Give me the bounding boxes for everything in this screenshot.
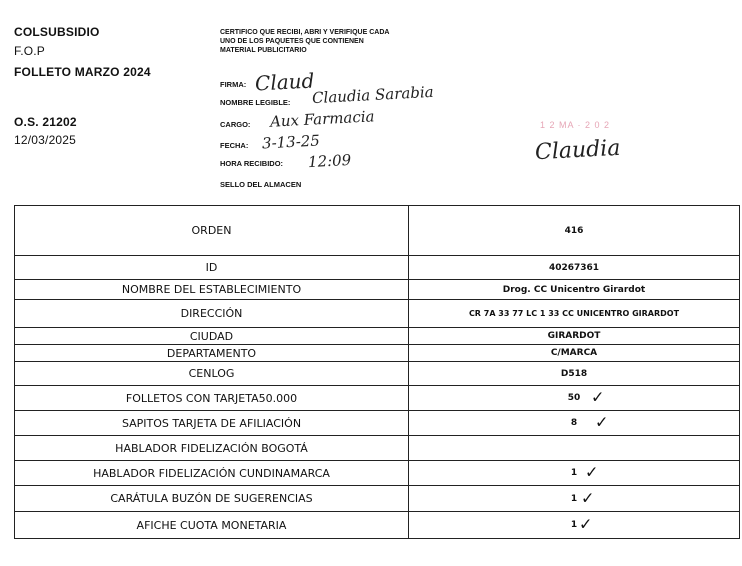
row-label: CENLOG xyxy=(15,362,409,386)
row-value: 40267361 xyxy=(409,256,740,280)
checkmark-icon: ✓ xyxy=(591,387,605,407)
row-label: SAPITOS TARJETA DE AFILIACIÓN xyxy=(15,411,409,436)
certificate-text: CERTIFICO QUE RECIBI, ABRI Y VERIFIQUE CADA UNO DE LOS PAQUETES QUE CONTIENEN MATERIAL PUBLICITARIO xyxy=(220,29,390,54)
store-stamp: 1 2 MA · 2 0 2 xyxy=(540,120,611,130)
row-value: CR 7A 33 77 LC 1 33 CC UNICENTRO GIRARDOT xyxy=(409,300,740,328)
nombre-value: Claudia Sarabia xyxy=(311,82,435,108)
checkmark-icon: ✓ xyxy=(585,462,599,482)
row-label: DEPARTAMENTO xyxy=(15,345,409,362)
row-value: C/MARCA xyxy=(409,345,740,362)
table-row xyxy=(15,411,740,436)
row-label: NOMBRE DEL ESTABLECIMIENTO xyxy=(15,280,409,300)
row-label: CIUDAD xyxy=(15,328,409,345)
table-row xyxy=(15,486,740,512)
table-row xyxy=(15,345,740,362)
checkmark-icon: ✓ xyxy=(581,488,595,508)
row-label: FOLLETOS CON TARJETA50.000 xyxy=(15,386,409,411)
cargo-label: CARGO: xyxy=(220,120,251,129)
stamp-signature: Claudia xyxy=(534,135,621,166)
row-value: 416 xyxy=(409,206,740,256)
table-row xyxy=(15,206,740,256)
row-value xyxy=(409,436,740,461)
table-row xyxy=(15,256,740,280)
row-label: AFICHE CUOTA MONETARIA xyxy=(15,512,409,539)
table-row xyxy=(15,386,740,411)
hora-label: HORA RECIBIDO: xyxy=(220,159,284,168)
cargo-value: Aux Farmacia xyxy=(269,107,375,131)
firma-label: FIRMA: xyxy=(220,80,247,89)
table-row xyxy=(15,300,740,328)
table-row xyxy=(15,461,740,486)
table-row xyxy=(15,280,740,300)
service-order: O.S. 21202 xyxy=(14,115,77,129)
row-label: DIRECCIÓN xyxy=(15,300,409,328)
checkmark-icon: ✓ xyxy=(579,514,593,534)
table-row xyxy=(15,512,740,539)
row-label: HABLADOR FIDELIZACIÓN CUNDINAMARCA xyxy=(15,461,409,486)
row-value: D518 xyxy=(409,362,740,386)
brochure-title: FOLLETO MARZO 2024 xyxy=(14,65,151,79)
row-label: ID xyxy=(15,256,409,280)
checkmark-icon: ✓ xyxy=(595,412,609,432)
row-label: HABLADOR FIDELIZACIÓN BOGOTÁ xyxy=(15,436,409,461)
row-value: 1 ✓ xyxy=(409,486,740,512)
row-value: GIRARDOT xyxy=(409,328,740,345)
table-row xyxy=(15,328,740,345)
row-value: 1 ✓ xyxy=(409,512,740,539)
signature-handwritten: Claud xyxy=(254,68,315,96)
table-row xyxy=(15,436,740,461)
row-value: 50 ✓ xyxy=(409,386,740,411)
fecha-value: 3-13-25 xyxy=(261,131,321,153)
row-label: CARÁTULA BUZÓN DE SUGERENCIAS xyxy=(15,486,409,512)
row-value: 8 ✓ xyxy=(409,411,740,436)
program-code: F.O.P xyxy=(14,44,46,58)
sello-label: SELLO DEL ALMACEN xyxy=(220,180,302,189)
row-value: 1 ✓ xyxy=(409,461,740,486)
document-date: 12/03/2025 xyxy=(14,133,77,147)
fecha-label: FECHA: xyxy=(220,141,249,150)
nombre-label: NOMBRE LEGIBLE: xyxy=(220,98,291,107)
row-value: Drog. CC Unicentro Girardot xyxy=(409,280,740,300)
company-name: COLSUBSIDIO xyxy=(14,25,100,39)
hora-value: 12:09 xyxy=(307,150,352,172)
row-label: ORDEN xyxy=(15,206,409,256)
delivery-table xyxy=(14,205,740,539)
table-row xyxy=(15,362,740,386)
